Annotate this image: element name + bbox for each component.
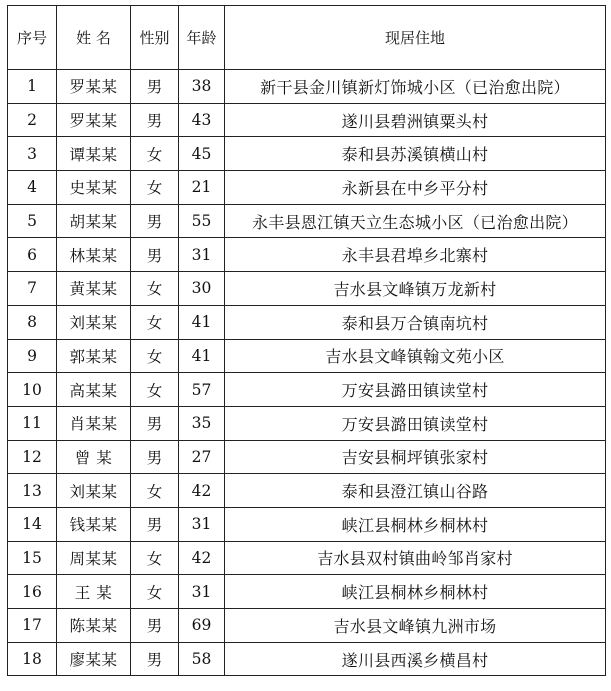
cell-address: 泰和县万合镇南坑村 [225,305,606,339]
cell-address: 峡江县桐林乡桐林村 [225,507,606,541]
cell-age: 45 [179,137,225,171]
cell-index: 8 [8,305,57,339]
cell-age: 42 [179,541,225,575]
cell-address: 万安县潞田镇读堂村 [225,373,606,407]
cell-age: 57 [179,373,225,407]
header-age: 年龄 [179,6,225,70]
cell-name: 郭某某 [57,339,131,373]
cell-name: 谭某某 [57,137,131,171]
cell-age: 31 [179,238,225,272]
table-row [8,373,606,407]
cell-address: 遂川县碧洲镇粟头村 [225,103,606,137]
cell-name: 史某某 [57,171,131,205]
cell-gender: 女 [131,339,179,373]
cell-gender: 男 [131,642,179,676]
cell-address: 新干县金川镇新灯饰城小区（已治愈出院） [225,70,606,104]
table-body [8,70,606,676]
table-row [8,406,606,440]
cell-name: 刘某某 [57,305,131,339]
cell-address: 永丰县君埠乡北寨村 [225,238,606,272]
cell-index: 6 [8,238,57,272]
cell-gender: 男 [131,70,179,104]
cell-name: 钱某某 [57,507,131,541]
table-row [8,440,606,474]
cell-age: 58 [179,642,225,676]
cell-index: 12 [8,440,57,474]
cell-age: 42 [179,474,225,508]
table-row [8,137,606,171]
cell-address: 吉水县文峰镇九洲市场 [225,609,606,643]
table-row [8,609,606,643]
cell-gender: 女 [131,272,179,306]
cell-address: 峡江县桐林乡桐林村 [225,575,606,609]
cell-address: 泰和县澄江镇山谷路 [225,474,606,508]
cell-name: 肖某某 [57,406,131,440]
cell-address: 泰和县苏溪镇横山村 [225,137,606,171]
header-gender: 性别 [131,6,179,70]
cell-gender: 男 [131,103,179,137]
patient-table [7,5,606,676]
cell-gender: 男 [131,238,179,272]
cell-index: 15 [8,541,57,575]
cell-index: 7 [8,272,57,306]
table-row [8,238,606,272]
cell-address: 吉水县双村镇曲岭邹肖家村 [225,541,606,575]
cell-index: 4 [8,171,57,205]
cell-age: 69 [179,609,225,643]
header-name: 姓 名 [57,6,131,70]
table-row [8,272,606,306]
cell-gender: 女 [131,575,179,609]
cell-name: 罗某某 [57,70,131,104]
cell-index: 5 [8,204,57,238]
cell-index: 18 [8,642,57,676]
cell-age: 43 [179,103,225,137]
cell-age: 35 [179,406,225,440]
cell-gender: 男 [131,440,179,474]
cell-age: 27 [179,440,225,474]
table-row [8,339,606,373]
cell-age: 21 [179,171,225,205]
table-row [8,507,606,541]
cell-gender: 女 [131,373,179,407]
table-row [8,642,606,676]
table-row [8,541,606,575]
cell-index: 17 [8,609,57,643]
cell-index: 2 [8,103,57,137]
cell-address: 吉安县桐坪镇张家村 [225,440,606,474]
header-index: 序号 [8,6,57,70]
cell-name: 曾 某 [57,440,131,474]
cell-index: 10 [8,373,57,407]
table-row [8,305,606,339]
cell-gender: 男 [131,609,179,643]
table-row [8,474,606,508]
cell-age: 38 [179,70,225,104]
cell-age: 30 [179,272,225,306]
cell-index: 11 [8,406,57,440]
cell-address: 永新县在中乡平分村 [225,171,606,205]
cell-index: 13 [8,474,57,508]
cell-gender: 男 [131,507,179,541]
cell-index: 1 [8,70,57,104]
cell-index: 3 [8,137,57,171]
cell-name: 王 某 [57,575,131,609]
cell-index: 9 [8,339,57,373]
cell-gender: 女 [131,474,179,508]
cell-index: 16 [8,575,57,609]
cell-name: 黄某某 [57,272,131,306]
cell-gender: 男 [131,406,179,440]
cell-gender: 男 [131,204,179,238]
cell-name: 林某某 [57,238,131,272]
header-address: 现居住地 [225,6,606,70]
cell-name: 高某某 [57,373,131,407]
cell-name: 刘某某 [57,474,131,508]
cell-index: 14 [8,507,57,541]
cell-name: 周某某 [57,541,131,575]
cell-name: 罗某某 [57,103,131,137]
table-row [8,575,606,609]
cell-name: 廖某某 [57,642,131,676]
cell-age: 31 [179,507,225,541]
table-row [8,204,606,238]
cell-gender: 女 [131,305,179,339]
cell-address: 万安县潞田镇读堂村 [225,406,606,440]
table-row [8,70,606,104]
cell-name: 陈某某 [57,609,131,643]
table-row [8,171,606,205]
table-row [8,103,606,137]
cell-name: 胡某某 [57,204,131,238]
cell-address: 吉水县文峰镇翰文苑小区 [225,339,606,373]
cell-address: 吉水县文峰镇万龙新村 [225,272,606,306]
cell-age: 31 [179,575,225,609]
cell-age: 41 [179,305,225,339]
cell-gender: 女 [131,541,179,575]
cell-address: 遂川县西溪乡横昌村 [225,642,606,676]
cell-address: 永丰县恩江镇天立生态城小区（已治愈出院） [225,204,606,238]
cell-gender: 女 [131,137,179,171]
cell-age: 41 [179,339,225,373]
cell-age: 55 [179,204,225,238]
cell-gender: 女 [131,171,179,205]
table-header-row [8,6,606,70]
